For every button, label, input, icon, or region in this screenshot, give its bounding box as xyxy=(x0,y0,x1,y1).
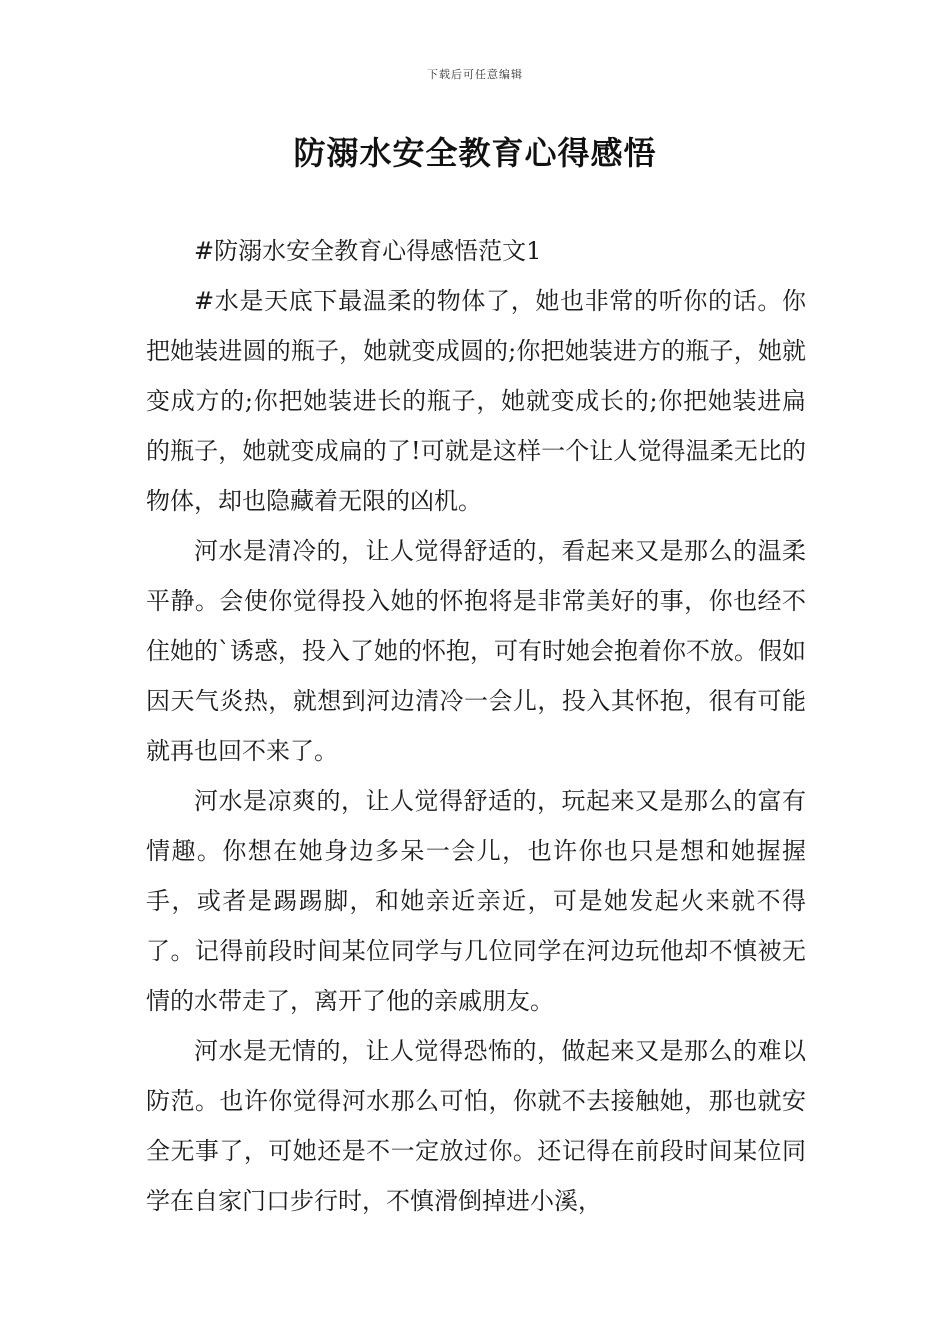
paragraph-heading: #防溺水安全教育心得感悟范文1 xyxy=(194,237,542,265)
document-title: 防溺水安全教育心得感悟 xyxy=(293,134,657,172)
header-note: 下载后可任意编辑 xyxy=(427,68,523,81)
paragraph: 河水是凉爽的，让人觉得舒适的，玩起来又是那么的富有情趣。你想在她身边多呆一会儿，也许你也只是想和她握握手，或者是踢踢脚，和她亲近亲近，可是她发起火来就不得了。记得前段时间某位同学与几位同学在河边玩他却不慎被无情的水带走了，离开了他的亲戚朋友。 xyxy=(146,787,806,1015)
document-body xyxy=(146,226,806,1226)
paragraph: 河水是清冷的，让人觉得舒适的，看起来又是那么的温柔平静。会使你觉得投入她的怀抱将是非常美好的事，你也经不住她的`诱惑，投入了她的怀抱，可有时她会抱着你不放。假如因天气炎热，就想到河边清冷一会儿，投入其怀抱，很有可能就再也回不来了。 xyxy=(146,537,806,765)
paragraph: 河水是无情的，让人觉得恐怖的，做起来又是那么的难以防范。也许你觉得河水那么可怕，你就不去接触她，那也就安全无事了，可她还是不一定放过你。还记得在前段时间某位同学在自家门口步行时，不慎滑倒掉进小溪， xyxy=(146,1037,806,1215)
paragraph: #水是天底下最温柔的物体了，她也非常的听你的话。你把她装进圆的瓶子，她就变成圆的;你把她装进方的瓶子，她就变成方的;你把她装进长的瓶子，她就变成长的;你把她装进扁的瓶子，她就变成扁的了!可就是这样一个让人觉得温柔无比的物体，却也隐藏着无限的凶机。 xyxy=(146,287,806,515)
